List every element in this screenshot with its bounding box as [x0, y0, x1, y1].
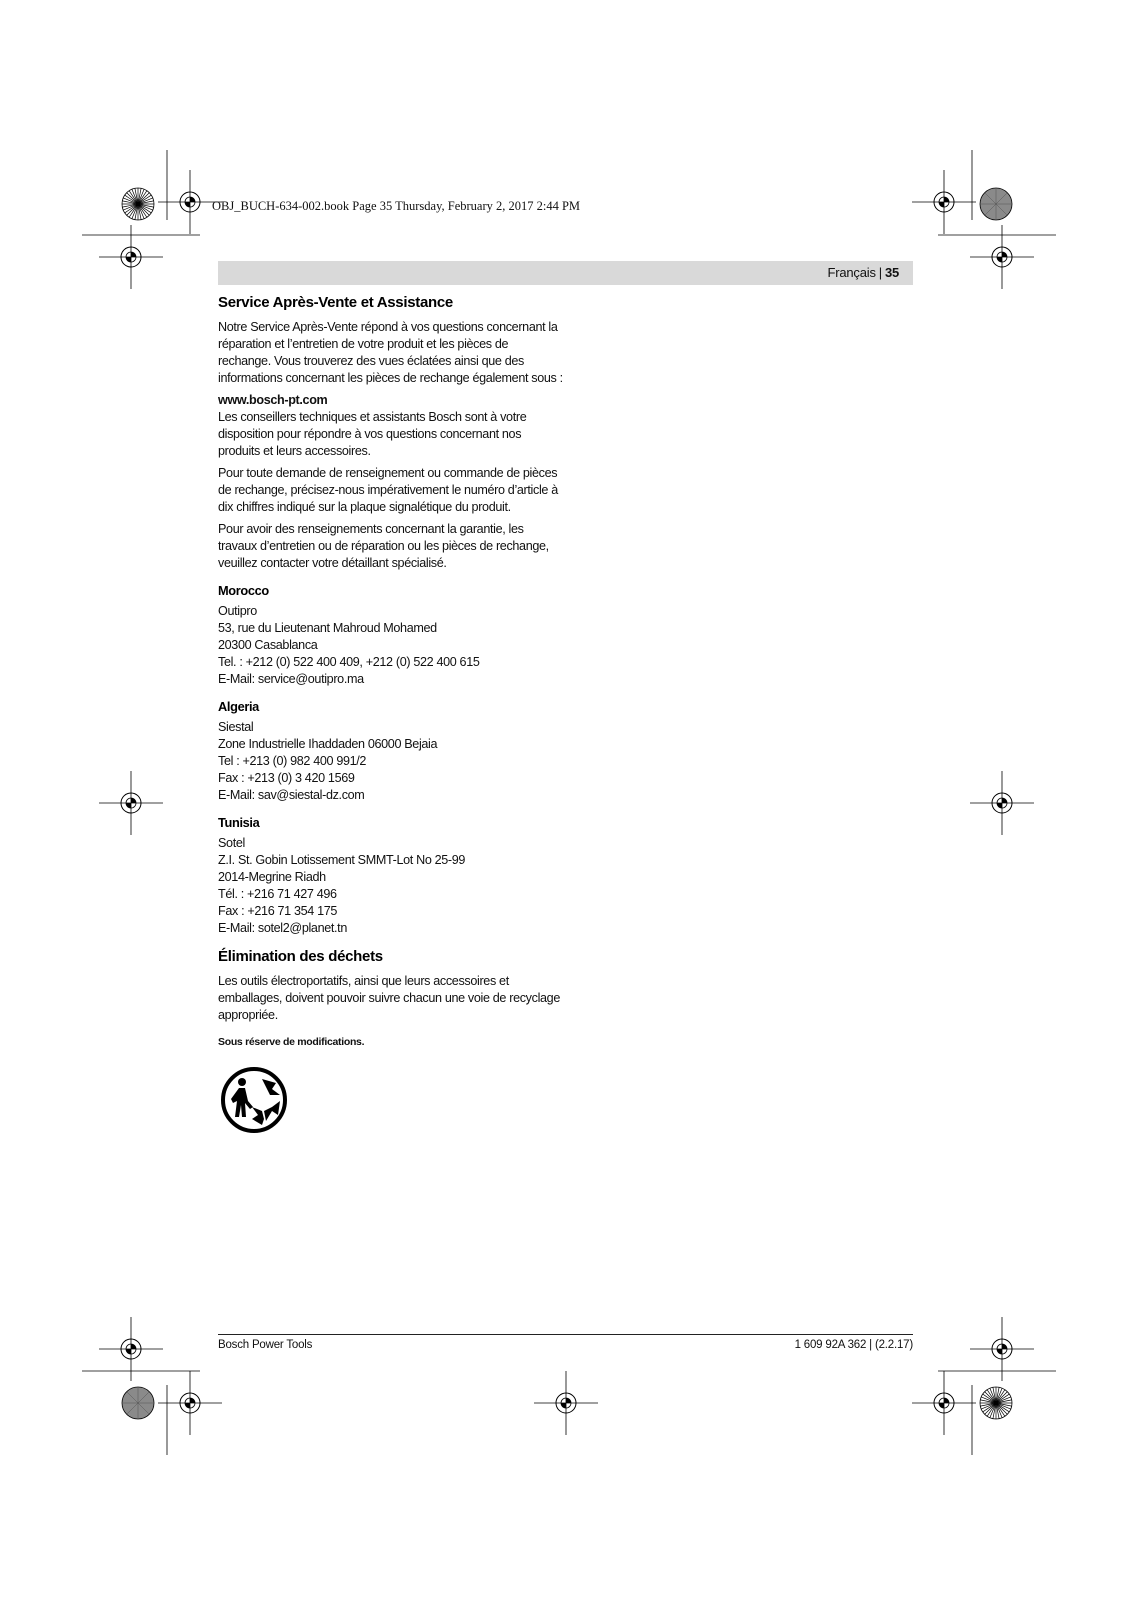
- page-header-band: [218, 261, 913, 285]
- bosch-url: www.bosch-pt.com: [218, 393, 328, 407]
- reserve-note: Sous réserve de modifications.: [218, 1036, 365, 1048]
- service-advisors: Les conseillers techniques et assistants Bosch sont à votre disposition pour répondre à vos questions concernant nos produits et leurs accessoires.: [218, 410, 527, 458]
- address-tunisia: [218, 835, 563, 937]
- address-algeria: [218, 719, 563, 804]
- address-line: Outipro: [218, 604, 257, 618]
- main-column: [218, 293, 563, 1140]
- footer-doc-number: 1 609 92A 362 | (2.2.17): [794, 1339, 913, 1351]
- service-intro: Notre Service Après-Vente répond à vos questions concernant la réparation et l’entretien de votre produit et les pièces de rechange. Vous trouverez des vues éclatées ainsi que des informations concernant les pièces de rechange également sous :: [218, 320, 563, 385]
- service-article: Pour toute demande de renseignement ou commande de pièces de rechange, précisez-nous impérativement le numéro d’article à dix chiffres indiqué sur la plaque signalétique du produit.: [218, 466, 558, 514]
- service-warranty: Pour avoir des renseignements concernant la garantie, les travaux d’entretien ou de réparation ou les pièces de rechange, veuillez contacter votre détaillant spécialisé.: [218, 522, 549, 570]
- country-algeria: Algeria: [218, 699, 259, 714]
- triman-recycling-icon: [218, 1065, 294, 1135]
- country-tunisia: Tunisia: [218, 815, 260, 830]
- email-line: E-Mail: sav@siestal-dz.com: [218, 788, 365, 802]
- header-section: Français: [827, 265, 876, 280]
- address-morocco: [218, 603, 563, 688]
- phone-line: Tel : +213 (0) 982 400 991/2: [218, 754, 367, 768]
- fax-line: Fax : +213 (0) 3 420 1569: [218, 771, 355, 785]
- disposal-heading: Élimination des déchets: [218, 948, 383, 965]
- page-header: [828, 265, 900, 280]
- page-number: 35: [884, 265, 899, 280]
- address-line: Sotel: [218, 836, 245, 850]
- footer-rule: [218, 1334, 913, 1335]
- phone-line: Tél. : +216 71 427 496: [218, 887, 337, 901]
- phone-line: Tel. : +212 (0) 522 400 409, +212 (0) 522 400 615: [218, 655, 480, 669]
- address-line: Zone Industrielle Ihaddaden 06000 Bejaia: [218, 737, 438, 751]
- address-line: 20300 Casablanca: [218, 638, 318, 652]
- address-line: 53, rue du Lieutenant Mahroud Mohamed: [218, 621, 437, 635]
- country-morocco: Morocco: [218, 583, 269, 598]
- service-heading: Service Après-Vente et Assistance: [218, 294, 453, 311]
- address-line: Z.I. St. Gobin Lotissement SMMT-Lot No 25-99: [218, 853, 466, 867]
- fax-line: Fax : +216 71 354 175: [218, 904, 338, 918]
- address-line: Siestal: [218, 720, 254, 734]
- email-line: E-Mail: sotel2@planet.tn: [218, 921, 347, 935]
- disposal-text: Les outils électroportatifs, ainsi que leurs accessoires et emballages, doivent pouvoir suivre chacun une voie de recyclage appropriée.: [218, 974, 560, 1022]
- address-line: 2014-Megrine Riadh: [218, 870, 326, 884]
- file-slug-line: OBJ_BUCH-634-002.book Page 35 Thursday, February 2, 2017 2:44 PM: [212, 199, 581, 213]
- email-line: E-Mail: service@outipro.ma: [218, 672, 364, 686]
- footer-brand: Bosch Power Tools: [218, 1339, 313, 1351]
- header-separator: |: [878, 265, 882, 280]
